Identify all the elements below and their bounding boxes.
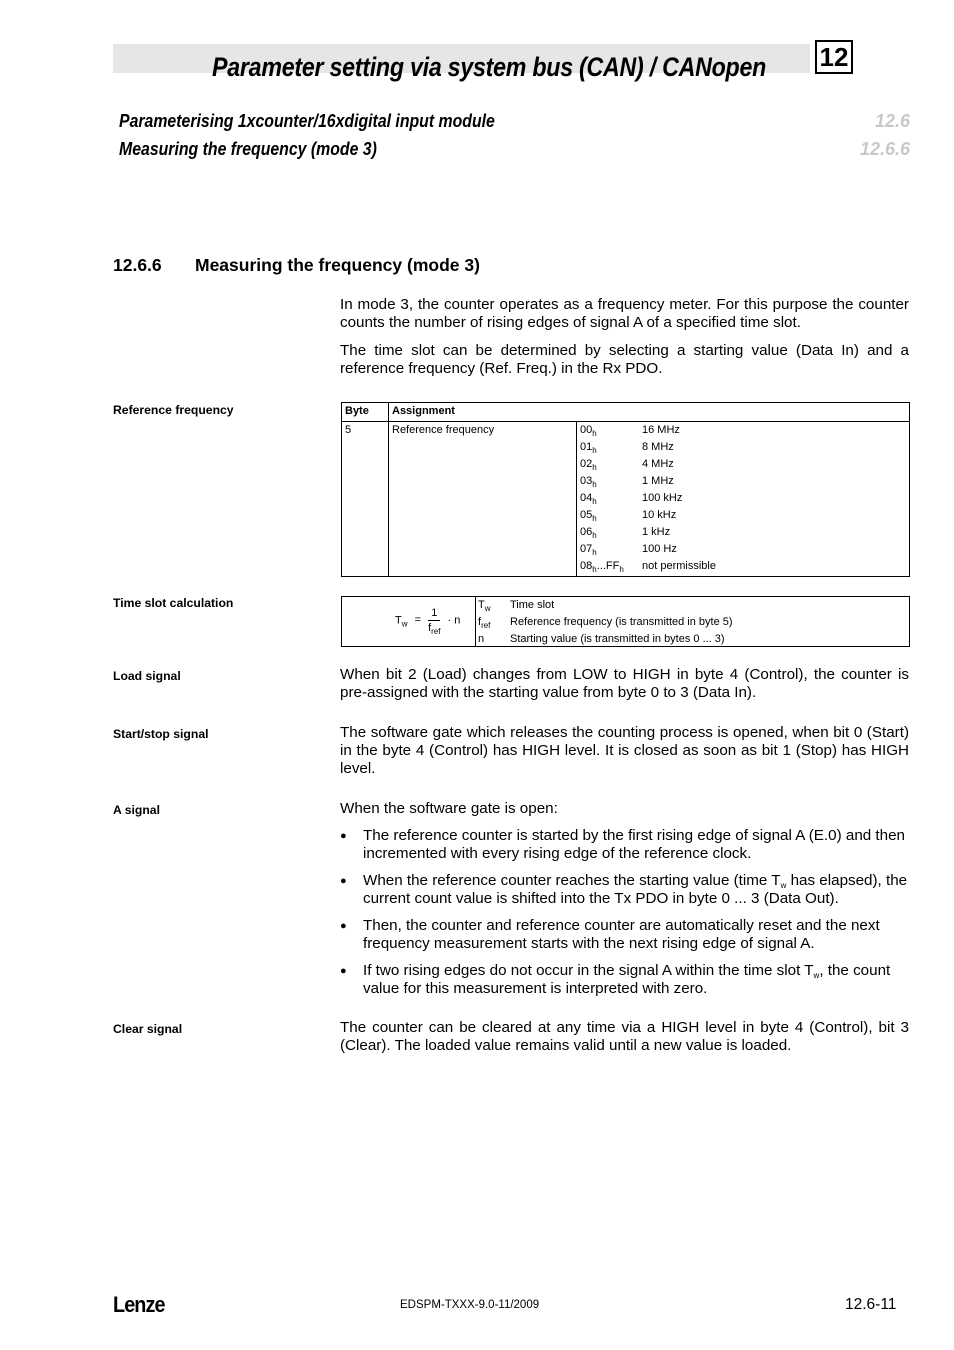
code-value: 1 kHz <box>642 526 671 538</box>
load-signal-text: When bit 2 (Load) changes from LOW to HIGH in byte 4 (Control), the counter is pre-assigned with the starting value from byte 0 to 3 (Data In). <box>340 666 909 701</box>
code-value: 4 MHz <box>642 458 674 470</box>
start-stop-signal-text: The software gate which releases the counting process is opened, when bit 0 (Start) in the byte 4 (Control) has HIGH level. It is closed as soon as bit 1 (Stop) has HIGH level. <box>340 724 909 777</box>
code-list <box>580 423 906 576</box>
reference-frequency-table <box>341 402 910 577</box>
a-signal-bullet-list <box>340 827 909 1007</box>
table-header-row <box>342 403 910 422</box>
intro-paragraph-2: The time slot can be determined by selecting a starting value (Data In) and a reference frequency (Ref. Freq.) in the Rx PDO. <box>340 342 909 377</box>
table-row <box>342 422 910 577</box>
header-byte: Byte <box>342 403 389 422</box>
side-label-load: Load signal <box>113 669 181 683</box>
code-item: $00_h$ <box>580 424 597 438</box>
side-label-start-stop: Start/stop signal <box>113 727 209 741</box>
code-value: not permissible <box>642 560 716 572</box>
sub-subsection-title: Measuring the frequency (mode 3) <box>119 139 377 159</box>
list-item: ● When the reference counter reaches the starting value (time $T_w$ has elapsed), the current count value is shifted into the Tx PDO in byte 0 ... 3 (Data Out). <box>340 872 909 908</box>
side-label-time-slot: Time slot calculation <box>113 596 234 610</box>
byte-cell: 5 <box>342 422 389 577</box>
intro-paragraph-1: In mode 3, the counter operates as a frequency meter. For this purpose the counter counts the number of rising edges of signal A of a specified time slot. <box>340 296 909 331</box>
code-value: 10 kHz <box>642 509 677 521</box>
code-item: $04_h$ <box>580 492 597 506</box>
subsection-number: 12.6 <box>874 111 910 131</box>
code-item: $05_h$ <box>580 509 597 523</box>
code-item: $02_h$ <box>580 458 597 472</box>
header-assignment: Assignment <box>389 403 910 422</box>
a-signal-intro: When the software gate is open: <box>340 800 558 817</box>
legend-row: n Starting value (is transmitted in bytes 0 ... 3) <box>478 633 725 645</box>
sub-subsection-number: 12.6.6 <box>859 139 910 159</box>
subsection-title: Parameterising 1xcounter/16xdigital input module <box>119 111 495 131</box>
code-item: $08_h...FF_h$ <box>580 560 624 574</box>
code-value: 100 Hz <box>642 543 677 555</box>
code-item: $07_h$ <box>580 543 597 557</box>
legend-row: $T_w$ Time slot <box>478 599 555 613</box>
assignment-cell: Reference frequency <box>389 422 577 577</box>
code-value: 1 MHz <box>642 475 674 487</box>
formula-legend <box>478 598 733 649</box>
formula-divider <box>475 596 476 647</box>
lenze-logo: Lenze <box>113 1292 165 1317</box>
chapter-number-box: 12 <box>815 40 853 74</box>
document-id: EDSPM-TXXX-9.0-11/2009 <box>400 1299 540 1311</box>
list-item: ● If two rising edges do not occur in the signal A within the time slot $T_w$, the count value for this measurement is interpreted with zero. <box>340 962 909 998</box>
code-value: 8 MHz <box>642 441 674 453</box>
code-item: $03_h$ <box>580 475 597 489</box>
side-label-reference-frequency: Reference frequency <box>113 403 234 417</box>
section-title: Measuring the frequency (mode 3) <box>195 255 480 275</box>
page-number: 12.6-11 <box>845 1296 897 1313</box>
legend-row: $f_{ref}$ Reference frequency (is transmitted in byte 5) <box>478 616 733 630</box>
side-label-clear: Clear signal <box>113 1022 183 1036</box>
section-number: 12.6.6 <box>113 255 162 275</box>
formula-fraction: $\frac{1}{f_{ref}}$ <box>428 607 441 636</box>
code-item: $01_h$ <box>580 441 597 455</box>
side-label-a-signal: A signal <box>113 803 160 817</box>
time-slot-formula: $T_w$ = $\frac{1}{f_{ref}}$ · n <box>395 607 461 636</box>
chapter-title: Parameter setting via system bus (CAN) / CANopen <box>212 52 767 82</box>
list-item: ● The reference counter is started by the first rising edge of signal A (E.0) and then incremented with every rising edge of the reference clock. <box>340 827 909 863</box>
code-item: $06_h$ <box>580 526 597 540</box>
clear-signal-text: The counter can be cleared at any time via a HIGH level in byte 4 (Control), bit 3 (Clear). The loaded value remains valid until a new value is loaded. <box>340 1019 909 1054</box>
section-heading <box>113 255 480 276</box>
code-value: 100 kHz <box>642 492 683 504</box>
list-item: ● Then, the counter and reference counter are automatically reset and the next frequency measurement starts with the next rising edge of signal A. <box>340 917 909 953</box>
code-value: 16 MHz <box>642 424 680 436</box>
codes-cell <box>577 422 910 577</box>
